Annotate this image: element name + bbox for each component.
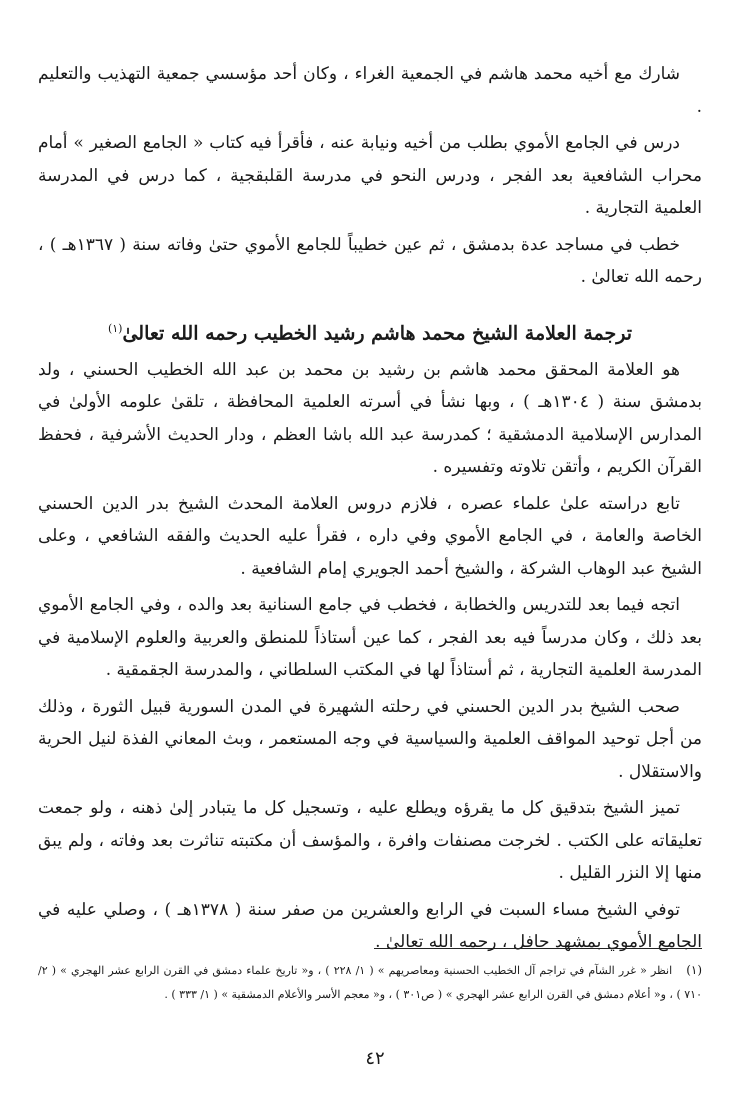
bio-paragraph: تابع دراسته علىٰ علماء عصره ، فلازم دروس العلامة المحدث الشيخ بدر الدين الحسني الخاصة والعامة ، في الجامع الأموي وفي داره ، فقرأ عليه الحديث والفقه الشافعي ، وعلى الشيخ عبد الوهاب الشركة ، والشيخ أحمد الجويري إمام الشافعية .: [38, 493, 702, 579]
bio-paragraph: هو العلامة المحقق محمد هاشم بن رشيد بن محمد بن عبد الله الخطيب الحسني ، ولد بدمشق سنة ( ١٣٠٤هـ ) ، وبها نشأ في أسرته العلمية المحافظة ، تلقىٰ علومه الأولىٰ في المدارس الإسلامية الدمشقية ؛ كمدرسة عبد الله باشا العظم ، ودار الحديث الأشرفية ، فحفظ القرآن الكريم ، وأتقن تلاوته وتفسيره .: [38, 359, 702, 478]
footnote-reference: (١): [107, 321, 123, 335]
intro-paragraph: درس في الجامع الأموي بطلب من أخيه ونيابة عنه ، فأقرأ فيه كتاب « الجامع الصغير » أمام محراب الشافعية بعد الفجر ، ودرس النحو في مدرسة القلبقجية ، كما درس في المدرسة العلمية التجارية .: [38, 133, 702, 218]
section-heading-text: ترجمة العلامة الشيخ محمد هاشم رشيد الخطيب رحمه الله تعالىٰ: [122, 321, 633, 344]
footnote: [38, 958, 702, 1007]
intro-paragraph: خطب في مساجد عدة بدمشق ، ثم عين خطيباً للجامع الأموي حتىٰ وفاته سنة ( ١٣٦٧هـ ) ، رحمه الله تعالىٰ .: [38, 234, 702, 287]
intro-paragraph: شارك مع أخيه محمد هاشم في الجمعية الغراء ، وكان أحد مؤسسي جمعية التهذيب والتعليم .: [38, 64, 702, 117]
footnote-marker: (١): [686, 963, 703, 977]
page-number: ٤٢: [365, 1048, 385, 1069]
footnote-divider: [374, 948, 702, 949]
bio-paragraph: توفي الشيخ مساء السبت في الرابع والعشرين من صفر سنة ( ١٣٧٨هـ ) ، وصلي عليه في الجامع الأموي بمشهد حافل ، رحمه الله تعالىٰ .: [38, 899, 702, 953]
footnote-text: انظر « غرر الشآم في تراجم آل الخطيب الحسنية ومعاصريهم » ( ١/ ٢٢٨ ) ، و« تاريخ علماء دمشق في القرن الرابع عشر الهجري » ( ٢/ ٧١٠ ) ، و« أعلام دمشق في القرن الرابع عشر الهجري » ( ص٣٠١ ) ، و« معجم الأسر والأعلام الدمشقية » ( ١/ ٣٣٣ ) .: [38, 964, 702, 1001]
page-body: [38, 58, 702, 963]
bio-paragraph: صحب الشيخ بدر الدين الحسني في رحلته الشهيرة في المدن السورية قبيل الثورة ، وذلك من أجل توحيد المواقف العلمية والسياسية في وجه المستعمر ، وبث المعاني الفذة لنيل الحرية والاستقلال .: [38, 696, 702, 782]
bio-paragraph: اتجه فيما بعد للتدريس والخطابة ، فخطب في جامع السنانية بعد والده ، وفي الجامع الأموي بعد ذلك ، وكان مدرساً فيه بعد الفجر ، كما عين أستاذاً للمنطق والعربية والعلوم الإسلامية في المدرسة العلمية التجارية ، ثم أستاذاً لها في المكتب السلطاني ، والمدرسة الجقمقية .: [38, 595, 702, 681]
section-heading: [38, 312, 702, 350]
bio-paragraph: تميز الشيخ بتدقيق كل ما يقرؤه ويطلع عليه ، وتسجيل كل ما يتبادر إلىٰ ذهنه ، ولو جمعت تعليقاته على الكتب . لخرجت مصنفات وافرة ، والمؤسف أن مكتبته تناثرت بعد وفاته ، ولم يبق منها إلا النزر القليل .: [38, 798, 702, 884]
